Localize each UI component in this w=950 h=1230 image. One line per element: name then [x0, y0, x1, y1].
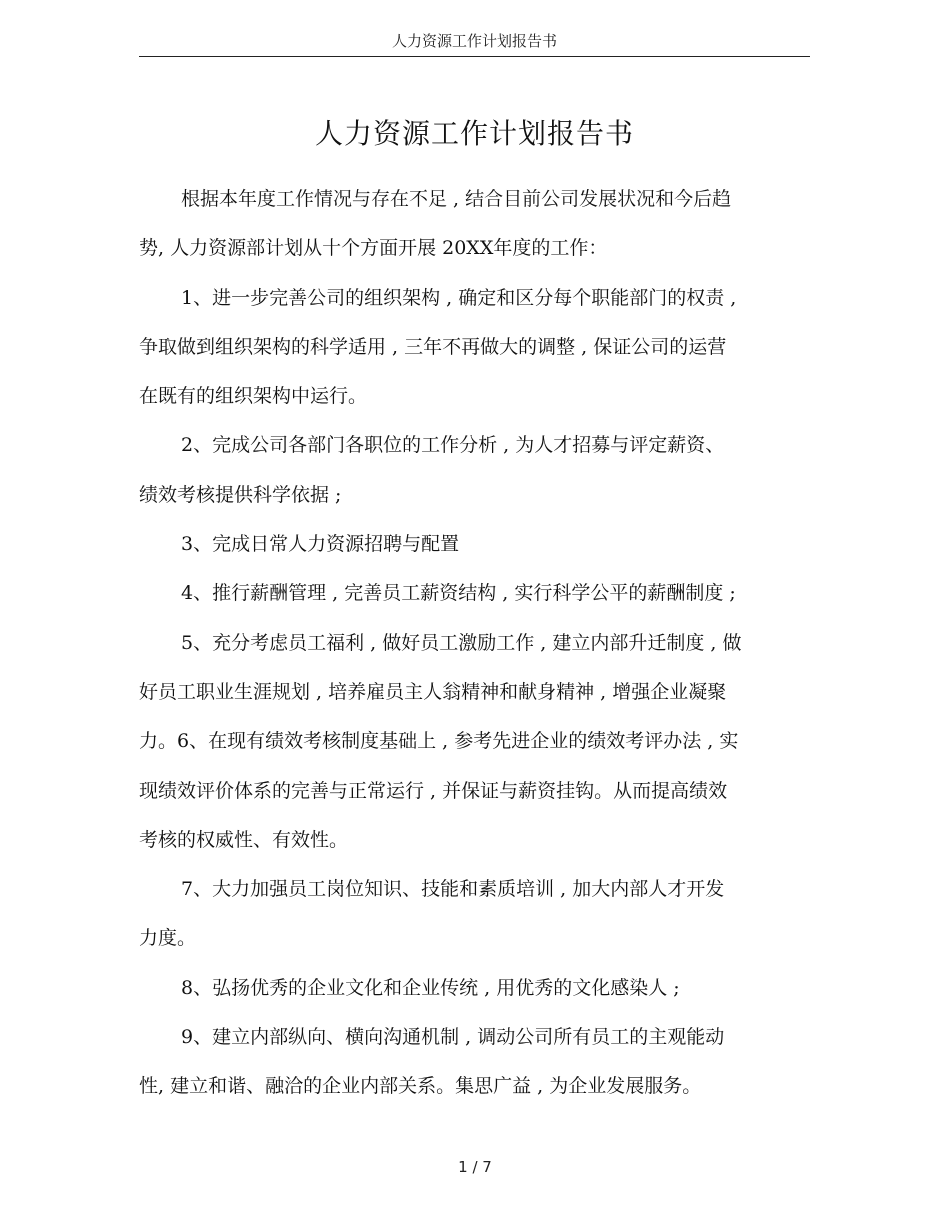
- body-line: 8、弘扬优秀的企业文化和企业传统 , 用优秀的文化感染人 ;: [181, 976, 680, 999]
- body-line: 力。6、在现有绩效考核制度基础上 , 参考先进企业的绩效考评办法 , 实: [139, 730, 739, 753]
- body-line: 根据本年度工作情况与存在不足 , 结合目前公司发展状况和今后趋: [181, 188, 732, 210]
- running-header: 人力资源工作计划报告书: [139, 26, 810, 57]
- body-line: 绩效考核提供科学依据 ;: [139, 483, 342, 506]
- body-line: 在既有的组织架构中运行。: [139, 385, 368, 408]
- document-title: 人力资源工作计划报告书: [314, 117, 634, 150]
- body-line: 1、进一步完善公司的组织架构 , 确定和区分每个职能部门的权责 ,: [181, 286, 737, 309]
- body-line: 5、充分考虑员工福利 , 做好员工激励工作 , 建立内部升迁制度 , 做: [181, 631, 742, 654]
- body-line: 好员工职业生涯规划 , 培养雇员主人翁精神和献身精神 , 增强企业凝聚: [139, 680, 727, 703]
- body-line: 考核的权威性、有效性。: [139, 828, 349, 851]
- body-line: 力度。: [139, 927, 197, 950]
- body-line: 性, 建立和谐、融洽的企业内部关系。集思广益 , 为企业发展服务。: [139, 1075, 702, 1098]
- body-line: 2、完成公司各部门各职位的工作分析 , 为人才招募与评定薪资、: [181, 434, 725, 457]
- body-line: 争取做到组织架构的科学适用 , 三年不再做大的调整 , 保证公司的运营: [139, 335, 727, 358]
- page-number: 1 / 7: [458, 1158, 492, 1176]
- body-line: 4、推行薪酬管理 , 完善员工薪资结构 , 实行科学公平的薪酬制度 ;: [181, 582, 736, 605]
- body-line: 7、大力加强员工岗位知识、技能和素质培训 , 加大内部人才开发: [181, 878, 725, 901]
- body-line: 现绩效评价体系的完善与正常运行 , 并保证与薪资挂钩。从而提高绩效: [139, 779, 728, 802]
- body-line: 势, 人力资源部计划从十个方面开展 20XX年度的工作：: [139, 237, 608, 260]
- body-line: 9、建立内部纵向、横向沟通机制 , 调动公司所有员工的主观能动: [181, 1026, 725, 1049]
- body-line: 3、完成日常人力资源招聘与配置: [181, 533, 460, 556]
- document-body: [139, 175, 810, 1112]
